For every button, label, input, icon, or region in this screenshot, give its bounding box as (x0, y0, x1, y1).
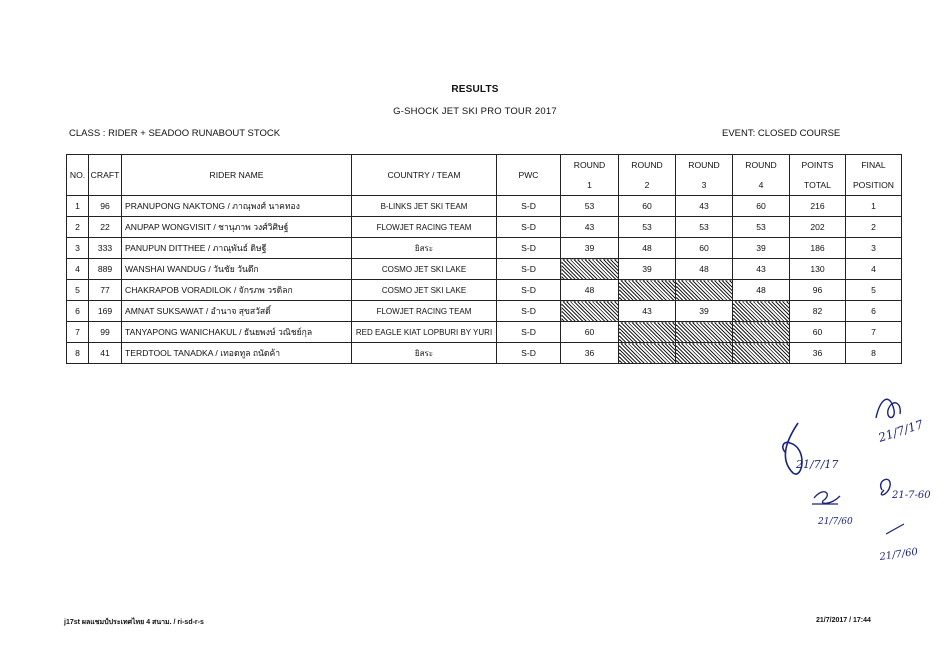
cell-round-4: 43 (733, 259, 790, 280)
cell-round-2: 53 (619, 217, 676, 238)
cell-rider-name: TERDTOOL TANADKA / เทอดทูล ถนัดค้า (122, 343, 352, 364)
cell-pwc: S-D (497, 343, 561, 364)
cell-country-team: FLOWJET RACING TEAM (352, 217, 497, 238)
cell-round-1: 43 (561, 217, 619, 238)
cell-country-team: COSMO JET SKI LAKE (352, 259, 497, 280)
signature-2-date: 21/7/17 (876, 417, 925, 445)
cell-craft: 169 (89, 301, 122, 322)
cell-rider-name: AMNAT SUKSAWAT / อำนาจ สุขสวัสดิ์ (122, 301, 352, 322)
cell-round-2 (619, 343, 676, 364)
cell-round-1: 60 (561, 322, 619, 343)
document-subtitle: G-SHOCK JET SKI PRO TOUR 2017 (393, 106, 557, 117)
cell-country-team: ยิสระ (352, 238, 497, 259)
header-final: FINAL (846, 155, 902, 176)
cell-craft: 99 (89, 322, 122, 343)
cell-pwc: S-D (497, 196, 561, 217)
event-label: EVENT: CLOSED COURSE (722, 128, 841, 139)
signature-1-date: 21/7/17 (796, 458, 839, 471)
cell-rider-name: ANUPAP WONGVISIT / ชานุภาพ วงศ์วิศิษฐ์ (122, 217, 352, 238)
table-row (67, 280, 902, 301)
cell-no: 4 (67, 259, 89, 280)
signature-4-date: 21-7-60 (892, 490, 931, 501)
cell-round-2 (619, 280, 676, 301)
cell-pwc: S-D (497, 217, 561, 238)
header-country-team: COUNTRY / TEAM (352, 155, 497, 196)
cell-round-4 (733, 343, 790, 364)
cell-round-1: 48 (561, 280, 619, 301)
cell-final-position: 1 (846, 196, 902, 217)
signature-2 (868, 380, 948, 450)
cell-round-1: 39 (561, 238, 619, 259)
cell-craft: 96 (89, 196, 122, 217)
cell-round-3: 48 (676, 259, 733, 280)
header-round-3: ROUND (676, 155, 733, 176)
cell-pwc: S-D (497, 301, 561, 322)
cell-round-1 (561, 259, 619, 280)
cell-craft: 333 (89, 238, 122, 259)
signature-5-date: 21/7/60 (878, 546, 919, 563)
cell-round-3: 60 (676, 238, 733, 259)
cell-round-3 (676, 280, 733, 301)
cell-craft: 41 (89, 343, 122, 364)
cell-points-total: 202 (790, 217, 846, 238)
cell-no: 8 (67, 343, 89, 364)
cell-rider-name: PANUPUN DITTHEE / ภาณุพันธ์ ดิษฐี (122, 238, 352, 259)
header-round-4: ROUND (733, 155, 790, 176)
cell-round-3: 43 (676, 196, 733, 217)
cell-no: 2 (67, 217, 89, 238)
cell-round-4: 53 (733, 217, 790, 238)
cell-round-2 (619, 322, 676, 343)
cell-final-position: 3 (846, 238, 902, 259)
signature-3 (810, 484, 870, 529)
table-row (67, 217, 902, 238)
cell-round-4 (733, 301, 790, 322)
header-round-number: 1 (561, 175, 619, 196)
header-points-total: TOTAL (790, 175, 846, 196)
cell-round-3: 39 (676, 301, 733, 322)
cell-final-position: 6 (846, 301, 902, 322)
cell-no: 1 (67, 196, 89, 217)
cell-round-1: 53 (561, 196, 619, 217)
cell-craft: 77 (89, 280, 122, 301)
cell-craft: 22 (89, 217, 122, 238)
cell-round-3 (676, 343, 733, 364)
cell-points-total: 216 (790, 196, 846, 217)
cell-rider-name: PRANUPONG NAKTONG / ภาณุพงศ์ นาคทอง (122, 196, 352, 217)
header-final-position: POSITION (846, 175, 902, 196)
signature-3-date: 21/7/60 (818, 517, 853, 527)
cell-pwc: S-D (497, 238, 561, 259)
table-row (67, 196, 902, 217)
footer-timestamp: 21/7/2017 / 17:44 (816, 617, 871, 624)
header-craft: CRAFT (89, 155, 122, 196)
cell-no: 5 (67, 280, 89, 301)
cell-round-2: 39 (619, 259, 676, 280)
header-rider-name: RIDER NAME (122, 155, 352, 196)
header-round-number: 3 (676, 175, 733, 196)
table-row (67, 322, 902, 343)
header-pwc: PWC (497, 155, 561, 196)
header-round-number: 2 (619, 175, 676, 196)
cell-round-3: 53 (676, 217, 733, 238)
signature-4 (872, 470, 947, 510)
cell-round-1 (561, 301, 619, 322)
cell-pwc: S-D (497, 322, 561, 343)
cell-round-2: 60 (619, 196, 676, 217)
cell-points-total: 130 (790, 259, 846, 280)
header-round-1: ROUND (561, 155, 619, 176)
cell-points-total: 36 (790, 343, 846, 364)
cell-pwc: S-D (497, 259, 561, 280)
table-row (67, 259, 902, 280)
table-row (67, 301, 902, 322)
cell-final-position: 8 (846, 343, 902, 364)
table-row (67, 238, 902, 259)
cell-round-4: 48 (733, 280, 790, 301)
signature-5 (874, 522, 934, 572)
header-points: POINTS (790, 155, 846, 176)
results-table (66, 154, 902, 364)
document-title: RESULTS (451, 84, 499, 95)
cell-points-total: 60 (790, 322, 846, 343)
cell-country-team: FLOWJET RACING TEAM (352, 301, 497, 322)
cell-round-4: 39 (733, 238, 790, 259)
cell-country-team: B-LINKS JET SKI TEAM (352, 196, 497, 217)
cell-final-position: 2 (846, 217, 902, 238)
signature-1 (768, 418, 858, 488)
cell-points-total: 82 (790, 301, 846, 322)
cell-country-team: COSMO JET SKI LAKE (352, 280, 497, 301)
cell-no: 3 (67, 238, 89, 259)
cell-rider-name: WANSHAI WANDUG / วันชัย วันดึก (122, 259, 352, 280)
header-round-2: ROUND (619, 155, 676, 176)
cell-country-team: ยิสระ (352, 343, 497, 364)
cell-points-total: 96 (790, 280, 846, 301)
cell-round-4 (733, 322, 790, 343)
cell-round-1: 36 (561, 343, 619, 364)
header-round-number: 4 (733, 175, 790, 196)
table-row (67, 343, 902, 364)
footer-file-info: j17st ผลแชมป์ประเทศไทย 4 สนาม. / ri-sd-r-s (64, 619, 204, 626)
cell-craft: 889 (89, 259, 122, 280)
cell-no: 7 (67, 322, 89, 343)
cell-country-team: RED EAGLE KIAT LOPBURI BY YURI (352, 322, 497, 343)
cell-final-position: 7 (846, 322, 902, 343)
table-header-row (67, 155, 902, 176)
cell-final-position: 4 (846, 259, 902, 280)
cell-round-2: 48 (619, 238, 676, 259)
cell-rider-name: CHAKRAPOB VORADILOK / จักรภพ วรดิลก (122, 280, 352, 301)
cell-final-position: 5 (846, 280, 902, 301)
class-label: CLASS : RIDER + SEADOO RUNABOUT STOCK (69, 128, 281, 139)
cell-pwc: S-D (497, 280, 561, 301)
cell-round-2: 43 (619, 301, 676, 322)
cell-no: 6 (67, 301, 89, 322)
cell-round-3 (676, 322, 733, 343)
cell-points-total: 186 (790, 238, 846, 259)
cell-round-4: 60 (733, 196, 790, 217)
cell-rider-name: TANYAPONG WANICHAKUL / ธันยพงษ์ วณิชย์กุล (122, 322, 352, 343)
header-no: NO. (67, 155, 89, 196)
